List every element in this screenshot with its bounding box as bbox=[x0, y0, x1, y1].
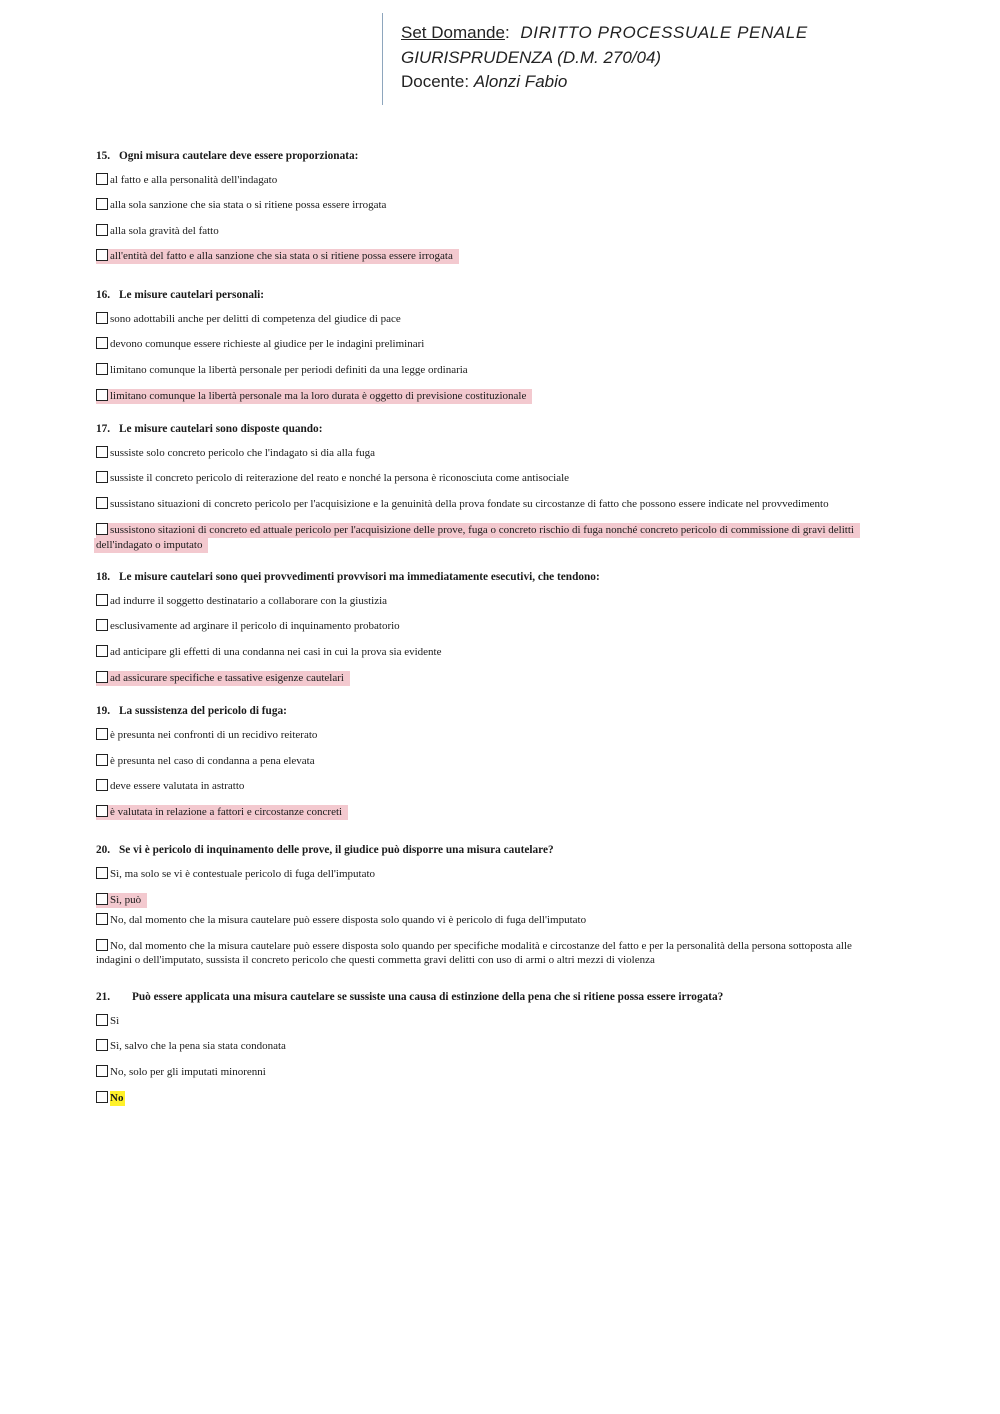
checkbox[interactable] bbox=[96, 867, 108, 879]
option-text: è valutata in relazione a fattori e circostanze concreti bbox=[110, 806, 343, 818]
option-text: No, dal momento che la misura cautelare può essere disposta solo quando vi è pericolo di fuga dell'imputato bbox=[110, 914, 587, 926]
option-17-d-continuation bbox=[94, 538, 894, 552]
question-title bbox=[96, 704, 896, 718]
option-text: limitano comunque la libertà personale ma la loro durata è oggetto di previsione costituzionale bbox=[110, 390, 527, 402]
option-16-a[interactable] bbox=[96, 312, 896, 326]
option-18-c[interactable] bbox=[96, 645, 896, 659]
question-text: Può essere applicata una misura cautelare se sussiste una causa di estinzione della pena che si ritiene possa essere irrogata? bbox=[132, 991, 724, 1003]
option-18-d-correct[interactable] bbox=[96, 671, 896, 685]
option-19-d-correct[interactable] bbox=[96, 805, 896, 819]
checkbox[interactable] bbox=[96, 893, 108, 905]
option-text: al fatto e alla personalità dell'indagato bbox=[110, 174, 278, 186]
option-text: sussistono sitazioni di concreto ed attuale pericolo per l'acquisizione delle prove, fuga o concreto rischio di fuga nonché concreto pericolo di commissione di gravi delitti bbox=[110, 524, 854, 536]
option-text: deve essere valutata in astratto bbox=[110, 780, 245, 792]
option-text: limitano comunque la libertà personale per periodi definiti da una legge ordinaria bbox=[110, 364, 468, 376]
highlight bbox=[96, 671, 350, 686]
option-17-a[interactable] bbox=[96, 446, 896, 460]
checkbox[interactable] bbox=[96, 1014, 108, 1026]
option-text: all'entità del fatto e alla sanzione che sia stata o si ritiene possa essere irrogata bbox=[110, 250, 453, 262]
option-16-d-correct[interactable] bbox=[96, 389, 896, 403]
option-text: Sì, può bbox=[110, 894, 142, 906]
option-19-b[interactable] bbox=[96, 754, 896, 768]
option-text: alla sola gravità del fatto bbox=[110, 225, 219, 237]
document-header bbox=[382, 13, 921, 105]
question-number: 19. bbox=[96, 705, 111, 717]
checkbox[interactable] bbox=[96, 913, 108, 925]
option-16-b[interactable] bbox=[96, 337, 896, 351]
teacher-label: Docente: bbox=[401, 72, 470, 91]
question-title bbox=[96, 422, 896, 436]
set-label: Set Domande bbox=[401, 23, 505, 42]
set-colon: : bbox=[504, 23, 510, 42]
highlight bbox=[96, 249, 459, 264]
course-title-line2: GIURISPRUDENZA (D.M. 270/04) bbox=[401, 47, 662, 67]
option-text: No, dal momento che la misura cautelare può essere disposta solo quando per specifiche modalità e circostanze del fatto e per la personalità della persona sottoposta alle bbox=[110, 940, 852, 952]
course-title-line2-wrap bbox=[401, 46, 921, 71]
question-20 bbox=[96, 843, 896, 857]
option-text: Sì, salvo che la pena sia stata condonata bbox=[110, 1040, 286, 1052]
highlight bbox=[110, 1091, 125, 1106]
option-15-b[interactable] bbox=[96, 198, 896, 212]
option-text: è presunta nei confronti di un recidivo reiterato bbox=[110, 729, 318, 741]
checkbox[interactable] bbox=[96, 471, 108, 483]
question-15 bbox=[96, 149, 896, 163]
option-17-b[interactable] bbox=[96, 471, 896, 485]
option-text: ad assicurare specifiche e tassative esigenze cautelari bbox=[110, 672, 344, 684]
option-text: alla sola sanzione che sia stata o si ritiene possa essere irrogata bbox=[110, 199, 387, 211]
checkbox[interactable] bbox=[96, 594, 108, 606]
checkbox[interactable] bbox=[96, 619, 108, 631]
option-text: Sì bbox=[110, 1015, 120, 1027]
question-number: 21. bbox=[96, 991, 111, 1003]
option-19-c[interactable] bbox=[96, 779, 896, 793]
option-21-b[interactable] bbox=[96, 1039, 896, 1053]
highlight bbox=[96, 523, 860, 538]
option-text: ad indurre il soggetto destinatario a collaborare con la giustizia bbox=[110, 595, 388, 607]
question-title bbox=[96, 990, 896, 1004]
highlight bbox=[96, 389, 532, 404]
question-text: Ogni misura cautelare deve essere proporzionata: bbox=[119, 150, 359, 162]
teacher-line bbox=[401, 70, 921, 95]
option-20-b-correct[interactable] bbox=[96, 893, 896, 907]
teacher-name: Alonzi Fabio bbox=[473, 72, 568, 91]
question-title bbox=[96, 570, 896, 584]
checkbox[interactable] bbox=[96, 645, 108, 657]
option-text: ad anticipare gli effetti di una condanna nei casi in cui la prova sia evidente bbox=[110, 646, 442, 658]
checkbox[interactable] bbox=[96, 728, 108, 740]
question-number: 18. bbox=[96, 571, 111, 583]
option-text: Sì, ma solo se vi è contestuale pericolo di fuga dell'imputato bbox=[110, 868, 376, 880]
checkbox[interactable] bbox=[96, 1091, 108, 1103]
option-text: sono adottabili anche per delitti di competenza del giudice di pace bbox=[110, 313, 401, 325]
checkbox[interactable] bbox=[96, 198, 108, 210]
checkbox[interactable] bbox=[96, 224, 108, 236]
question-text: La sussistenza del pericolo di fuga: bbox=[119, 705, 287, 717]
checkbox[interactable] bbox=[96, 337, 108, 349]
checkbox[interactable] bbox=[96, 779, 108, 791]
question-21 bbox=[96, 990, 896, 1004]
checkbox[interactable] bbox=[96, 939, 108, 951]
checkbox[interactable] bbox=[96, 754, 108, 766]
highlight bbox=[94, 538, 208, 553]
question-text: Le misure cautelari sono disposte quando: bbox=[119, 423, 323, 435]
option-19-a[interactable] bbox=[96, 728, 896, 742]
question-number: 15. bbox=[96, 150, 111, 162]
option-21-d-correct[interactable] bbox=[96, 1091, 896, 1105]
checkbox[interactable] bbox=[96, 446, 108, 458]
checkbox[interactable] bbox=[96, 249, 108, 261]
checkbox[interactable] bbox=[96, 1065, 108, 1077]
option-15-c[interactable] bbox=[96, 224, 896, 238]
question-19 bbox=[96, 704, 896, 718]
question-title bbox=[96, 149, 896, 163]
checkbox[interactable] bbox=[96, 312, 108, 324]
option-text: No, solo per gli imputati minorenni bbox=[110, 1066, 266, 1078]
question-16 bbox=[96, 288, 896, 302]
option-text: esclusivamente ad arginare il pericolo di inquinamento probatorio bbox=[110, 620, 400, 632]
option-18-a[interactable] bbox=[96, 594, 896, 608]
option-text: sussiste solo concreto pericolo che l'indagato si dia alla fuga bbox=[110, 447, 375, 459]
option-text: devono comunque essere richieste al giudice per le indagini preliminari bbox=[110, 338, 425, 350]
question-title bbox=[96, 843, 896, 857]
course-title-line1: DIRITTO PROCESSUALE PENALE bbox=[520, 23, 808, 42]
option-text: No bbox=[110, 1092, 124, 1104]
option-21-c[interactable] bbox=[96, 1065, 896, 1079]
option-20-a[interactable] bbox=[96, 867, 896, 881]
checkbox[interactable] bbox=[96, 805, 108, 817]
question-18 bbox=[96, 570, 896, 584]
option-21-a[interactable] bbox=[96, 1014, 896, 1028]
question-17 bbox=[96, 422, 896, 436]
option-16-c[interactable] bbox=[96, 363, 896, 377]
option-text-cont: indagini o dell'imputato, sussista il concreto pericolo che questi commetta gravi delitti con uso di armi o altri mezzi di violenza bbox=[96, 954, 655, 966]
option-20-d-continuation bbox=[96, 953, 896, 967]
option-text-cont: dell'indagato o imputato bbox=[96, 539, 203, 551]
question-number: 20. bbox=[96, 844, 111, 856]
question-title bbox=[96, 288, 896, 302]
option-17-c[interactable] bbox=[96, 497, 896, 511]
checkbox[interactable] bbox=[96, 389, 108, 401]
checkbox[interactable] bbox=[96, 363, 108, 375]
checkbox[interactable] bbox=[96, 671, 108, 683]
question-number: 17. bbox=[96, 423, 111, 435]
question-text: Le misure cautelari sono quei provvedimenti provvisori ma immediatamente esecutivi, che tendono: bbox=[119, 571, 600, 583]
highlight bbox=[96, 893, 147, 908]
option-text: è presunta nel caso di condanna a pena elevata bbox=[110, 755, 315, 767]
question-number: 16. bbox=[96, 289, 111, 301]
option-20-c[interactable] bbox=[96, 913, 896, 927]
checkbox[interactable] bbox=[96, 497, 108, 509]
checkbox[interactable] bbox=[96, 173, 108, 185]
option-15-d-correct[interactable] bbox=[96, 249, 896, 263]
option-18-b[interactable] bbox=[96, 619, 896, 633]
option-text: sussistano situazioni di concreto pericolo per l'acquisizione e la genuinità della prova fondate su circostanze di fatto che possono essere indicate nel provvedimento bbox=[110, 498, 829, 510]
question-text: Se vi è pericolo di inquinamento delle prove, il giudice può disporre una misura cautelare? bbox=[119, 844, 554, 856]
question-text: Le misure cautelari personali: bbox=[119, 289, 265, 301]
checkbox[interactable] bbox=[96, 523, 108, 535]
option-15-a[interactable] bbox=[96, 173, 896, 187]
set-title-line bbox=[401, 21, 921, 46]
option-20-d[interactable] bbox=[96, 939, 896, 953]
option-17-d-correct[interactable] bbox=[96, 523, 896, 537]
checkbox[interactable] bbox=[96, 1039, 108, 1051]
highlight bbox=[96, 805, 348, 820]
option-text: sussiste il concreto pericolo di reiterazione del reato e nonché la persona è riconosciuta come antisociale bbox=[110, 472, 570, 484]
